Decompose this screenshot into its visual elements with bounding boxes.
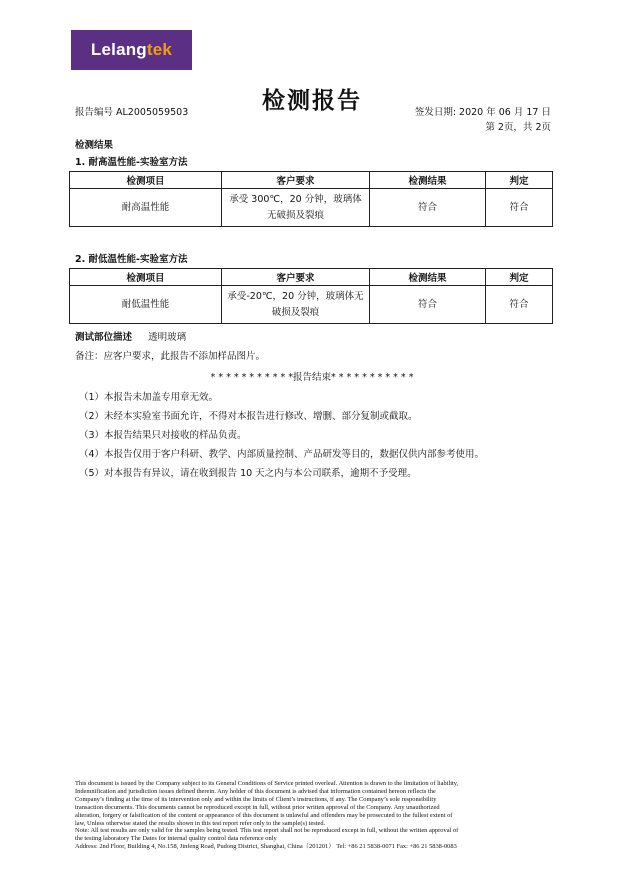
- report-end-marker: * * * * * * * * * * *报告结束* * * * * * * * * * *: [210, 372, 414, 383]
- table-header-row: [70, 172, 553, 189]
- footer-line: law, Unless otherwise stated the results shown in this test report refer only to the sample(s) tested.: [75, 819, 326, 827]
- footer-line: transaction documents. This documents cannot be reproduced except in full, without prior written approval of the Company. Any unauthorized: [75, 803, 440, 811]
- result-table-1: [69, 171, 553, 227]
- cell-requirement: 承受 300℃，20 分钟，玻璃体无破损及裂痕: [222, 189, 370, 227]
- section-1-heading: 1. 耐高温性能-实验室方法: [75, 157, 188, 168]
- col-header-requirement: 客户要求: [222, 172, 370, 189]
- cell-item: 耐高温性能: [70, 189, 222, 227]
- test-part-label: 测试部位描述: [75, 332, 133, 343]
- report-title: 检测报告: [262, 87, 362, 114]
- table-row: [70, 189, 553, 227]
- logo-text-part1: Lelang: [90, 40, 147, 59]
- report-number: 报告编号 AL2005059503: [75, 107, 189, 118]
- footer-line: This document is issued by the Company subject to its General Conditions of Service printed overleaf. Attention is drawn to the limitation of liability,: [75, 780, 459, 787]
- note-item: （5）对本报告有异议，请在收到报告 10 天之内与本公司联系，逾期不予受理。: [79, 468, 417, 479]
- footer-line: Company’s finding at the time of its intervention only and within the limits of Client’s instructions, if any. The Company’s sole responsibility: [75, 795, 437, 803]
- test-part-description: [75, 329, 186, 343]
- footer-line: the testing laboratory The Dates for internal quality control data reference only: [75, 835, 277, 843]
- table-row: [70, 286, 553, 324]
- note-item: （4）本报告仅用于客户科研、教学、内部质量控制、产品研发等目的，数据仅供内部参考使用。: [79, 449, 485, 460]
- cell-result: 符合: [370, 189, 486, 227]
- col-header-item: 检测项目: [70, 172, 222, 189]
- cell-result: 符合: [370, 286, 486, 324]
- cell-item: 耐低温性能: [70, 286, 222, 324]
- table-header-row: [70, 269, 553, 286]
- col-header-requirement: 客户要求: [222, 269, 370, 286]
- footer-line: Indemnification and jurisdiction issues defined therein. Any holder of this document is advised that information contained hereon reflects the: [75, 787, 436, 795]
- note-item: （1）本报告未加盖专用章无效。: [79, 392, 219, 403]
- footer-address: Address: 2nd Floor, Building 4, No.158, Jinfeng Road, Pudong District, Shanghai, China（201201） Tel: +86 21 5838-0071 Fax: +86 21 5838-0083: [75, 843, 457, 851]
- test-part-value: 透明玻璃: [148, 332, 187, 343]
- col-header-result: 检测结果: [370, 269, 486, 286]
- result-table-2: [69, 268, 553, 324]
- note-item: （2）未经本实验室书面允许，不得对本报告进行修改、增删、部分复制或截取。: [79, 411, 418, 422]
- legal-footer: [75, 780, 553, 851]
- results-heading: 检测结果: [75, 140, 114, 151]
- company-logo: [71, 30, 192, 70]
- footer-line: alteration, forgery or falsification of the content or appearance of this document is unlawful and offenders may be prosecuted to the fullest extent of: [75, 811, 453, 819]
- page-info: 第 2页，共 2页: [485, 122, 551, 133]
- footer-line: Note: All test results are only valid for the samples being tested. This test report shall not be reproduced except in full, without the written approval of: [75, 827, 459, 835]
- section-2-heading: 2. 耐低温性能-实验室方法: [75, 254, 188, 265]
- cell-verdict: 符合: [486, 286, 553, 324]
- issue-date: 签发日期: 2020 年 06 月 17 日: [414, 107, 551, 118]
- col-header-result: 检测结果: [370, 172, 486, 189]
- cell-verdict: 符合: [486, 189, 553, 227]
- cell-requirement: 承受-20℃，20 分钟，玻璃体无破损及裂痕: [222, 286, 370, 324]
- col-header-verdict: 判定: [486, 269, 553, 286]
- remark: 备注：应客户要求，此报告不添加样品图片。: [75, 351, 266, 362]
- note-item: （3）本报告结果只对接收的样品负责。: [79, 430, 247, 441]
- logo-text-part2: tek: [146, 40, 173, 59]
- col-header-verdict: 判定: [486, 172, 553, 189]
- col-header-item: 检测项目: [70, 269, 222, 286]
